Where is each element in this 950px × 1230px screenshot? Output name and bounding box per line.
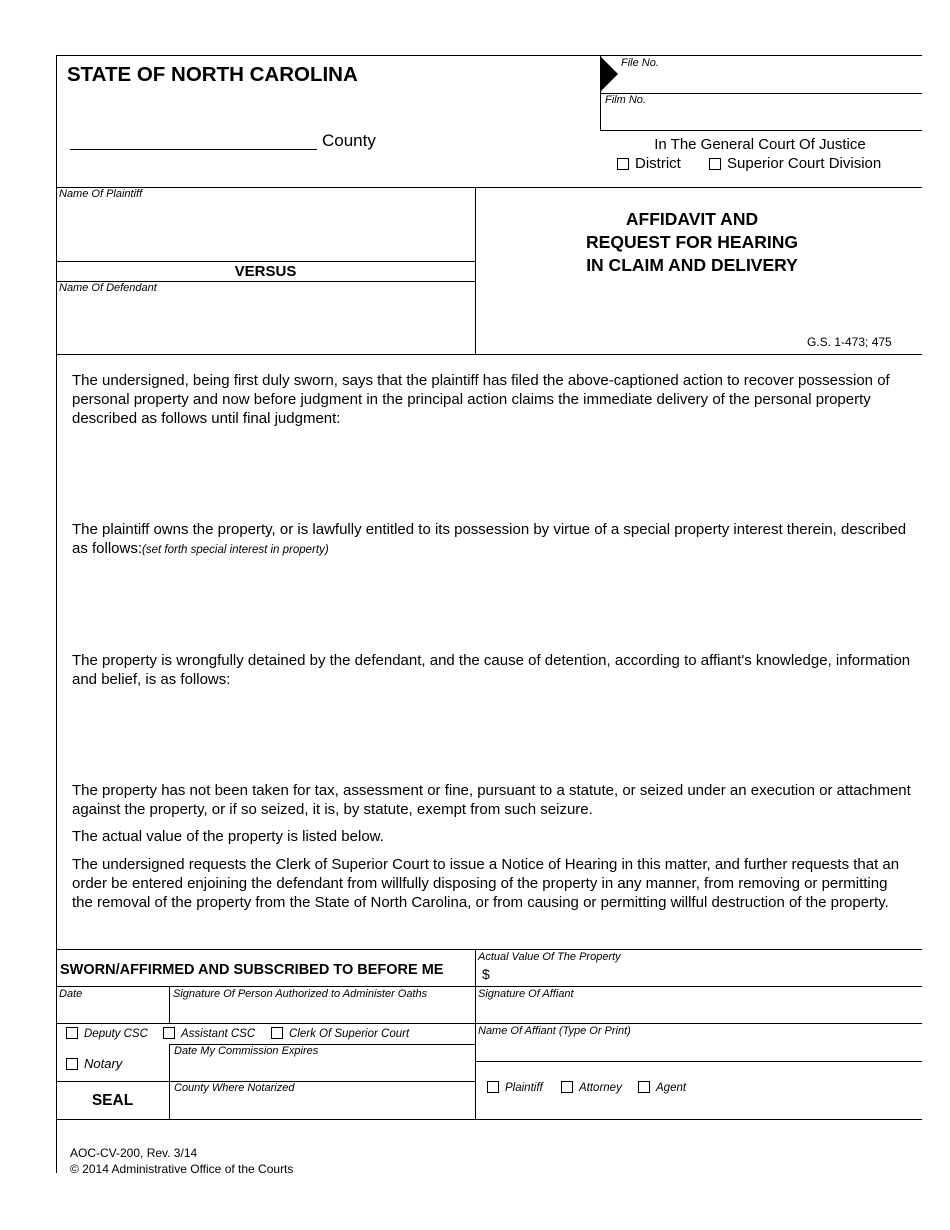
paragraph-delivery-claim: The undersigned, being first duly sworn, says that the plaintiff has filed the above-captioned action to recover possession of personal property and now before judgment in the principal action claims the immediate delivery of the personal property described as follows until final judgment: — [72, 372, 890, 427]
state-heading: STATE OF NORTH CAROLINA — [67, 63, 358, 86]
versus-top-line — [56, 261, 475, 262]
attorney-option[interactable] — [561, 1081, 622, 1094]
superior-option[interactable] — [709, 155, 881, 172]
form-title-line-1: AFFIDAVIT AND — [625, 209, 759, 229]
date-label: Date — [59, 988, 83, 1000]
actual-value-label: Actual Value Of The Property — [478, 951, 621, 963]
caption-bottom-line — [56, 354, 922, 355]
left-border — [56, 55, 57, 1173]
affiant-signature-field[interactable] — [478, 1002, 918, 1022]
superior-label: Superior Court Division — [727, 155, 882, 172]
plaintiff-option-label: Plaintiff — [505, 1082, 543, 1094]
deputy-csc-label: Deputy CSC — [84, 1028, 148, 1040]
deputy-csc-option[interactable] — [66, 1027, 148, 1040]
plaintiff-field[interactable] — [60, 203, 470, 258]
date-field[interactable] — [60, 1002, 165, 1022]
authorized-signature-field[interactable] — [173, 1002, 471, 1022]
assistant-csc-checkbox[interactable] — [163, 1027, 175, 1039]
affiant-signature-label: Signature Of Affiant — [478, 988, 574, 1000]
agent-checkbox[interactable] — [638, 1081, 650, 1093]
file-box-bottom — [600, 130, 922, 131]
commission-expires-field[interactable] — [174, 1059, 471, 1079]
commission-expires-label: Date My Commission Expires — [174, 1045, 319, 1057]
superior-checkbox[interactable] — [709, 158, 721, 170]
sworn-heading: SWORN/AFFIRMED AND SUBSCRIBED TO BEFORE ME — [60, 962, 444, 978]
paragraph-request: The undersigned requests the Clerk of Superior Court to issue a Notice of Hearing in this matter, and further requests that an order be entered enjoining the defendant from willfully disposing of the property in any manner, from removing or permitting the removal of the property from the State of North Carolina, or from causing or permitting willful destruction of the property. — [72, 856, 900, 911]
file-no-field[interactable] — [620, 70, 920, 92]
agent-option[interactable] — [638, 1081, 686, 1094]
date-divider — [169, 986, 170, 1024]
versus-label: VERSUS — [234, 263, 297, 280]
special-interest-field[interactable] — [72, 562, 917, 642]
attorney-option-label: Attorney — [579, 1082, 622, 1094]
defendant-field[interactable] — [60, 297, 470, 351]
signature-section-bottom — [56, 1119, 922, 1120]
seal-label: SEAL — [91, 1092, 134, 1109]
form-title-line-2: REQUEST FOR HEARING — [586, 232, 798, 252]
actual-value-field[interactable] — [494, 965, 919, 985]
district-checkbox[interactable] — [617, 158, 629, 170]
affiant-name-field[interactable] — [478, 1039, 918, 1059]
property-description-field[interactable] — [72, 432, 917, 512]
clerk-superior-option[interactable] — [271, 1027, 409, 1040]
statute-reference: G.S. 1-473; 475 — [807, 335, 892, 349]
notary-option[interactable] — [66, 1056, 122, 1071]
district-option[interactable] — [617, 155, 681, 172]
assistant-csc-option[interactable] — [163, 1027, 255, 1040]
plaintiff-label: Name Of Plaintiff — [59, 188, 143, 200]
attorney-checkbox[interactable] — [561, 1081, 573, 1093]
sworn-top-line — [56, 949, 922, 950]
form-number: AOC-CV-200, Rev. 3/14 — [70, 1146, 198, 1160]
assistant-csc-label: Assistant CSC — [181, 1028, 256, 1040]
defendant-label: Name Of Defendant — [59, 282, 157, 294]
affiant-name-bottom — [475, 1061, 922, 1062]
paragraph-actual-value: The actual value of the property is listed below. — [72, 828, 384, 845]
paragraph-ownership — [72, 520, 922, 560]
clerk-superior-label: Clerk Of Superior Court — [289, 1028, 410, 1040]
ownership-text: The plaintiff owns the property, or is lawfully entitled to its possession by virtue of a special property interest therein, described as follows: — [72, 521, 907, 557]
court-label: In The General Court Of Justice — [654, 136, 866, 153]
top-border — [56, 55, 601, 56]
clerk-superior-checkbox[interactable] — [271, 1027, 283, 1039]
copyright-notice: © 2014 Administrative Office of the Courts — [70, 1162, 294, 1176]
file-box-divider — [600, 93, 922, 94]
affiant-name-label: Name Of Affiant (Type Or Print) — [478, 1025, 631, 1037]
plaintiff-checkbox[interactable] — [487, 1081, 499, 1093]
authorized-signature-label: Signature Of Person Authorized to Administer Oaths — [173, 988, 428, 1000]
date-row-bottom — [56, 1023, 475, 1024]
form-title-line-3: IN CLAIM AND DELIVERY — [586, 255, 798, 275]
deputy-csc-checkbox[interactable] — [66, 1027, 78, 1039]
affiant-sig-bottom — [475, 1023, 922, 1024]
county-notarized-field[interactable] — [174, 1096, 471, 1116]
ownership-note: (set forth special interest in property) — [142, 544, 329, 556]
district-label: District — [635, 155, 681, 172]
signature-center-divider — [475, 949, 476, 1119]
notary-label: Notary — [84, 1056, 123, 1071]
file-box-top — [600, 55, 922, 56]
paragraph-detention: The property is wrongfully detained by the defendant, and the cause of detention, according to affiant's knowledge, information and belief, is as follows: — [72, 652, 911, 688]
header-divider — [56, 187, 922, 188]
currency-symbol: $ — [482, 966, 490, 982]
county-input-line[interactable] — [70, 149, 317, 150]
detention-cause-field[interactable] — [72, 693, 917, 773]
file-no-label: File No. — [621, 57, 659, 69]
film-no-label: Film No. — [605, 94, 646, 106]
county-label: County — [322, 131, 376, 150]
notary-checkbox[interactable] — [66, 1058, 78, 1070]
county-notarized-label: County Where Notarized — [174, 1082, 295, 1094]
paragraph-not-seized: The property has not been taken for tax, assessment or fine, pursuant to a statute, or seized under an execution or attachment against the property, or if so seized, it is, by statute, exempt from such seizure. — [72, 782, 911, 818]
plaintiff-option[interactable] — [487, 1081, 543, 1094]
file-no-arrow-icon — [600, 56, 618, 92]
sworn-bottom-line — [56, 986, 922, 987]
film-no-field[interactable] — [605, 107, 920, 129]
agent-option-label: Agent — [656, 1082, 687, 1094]
